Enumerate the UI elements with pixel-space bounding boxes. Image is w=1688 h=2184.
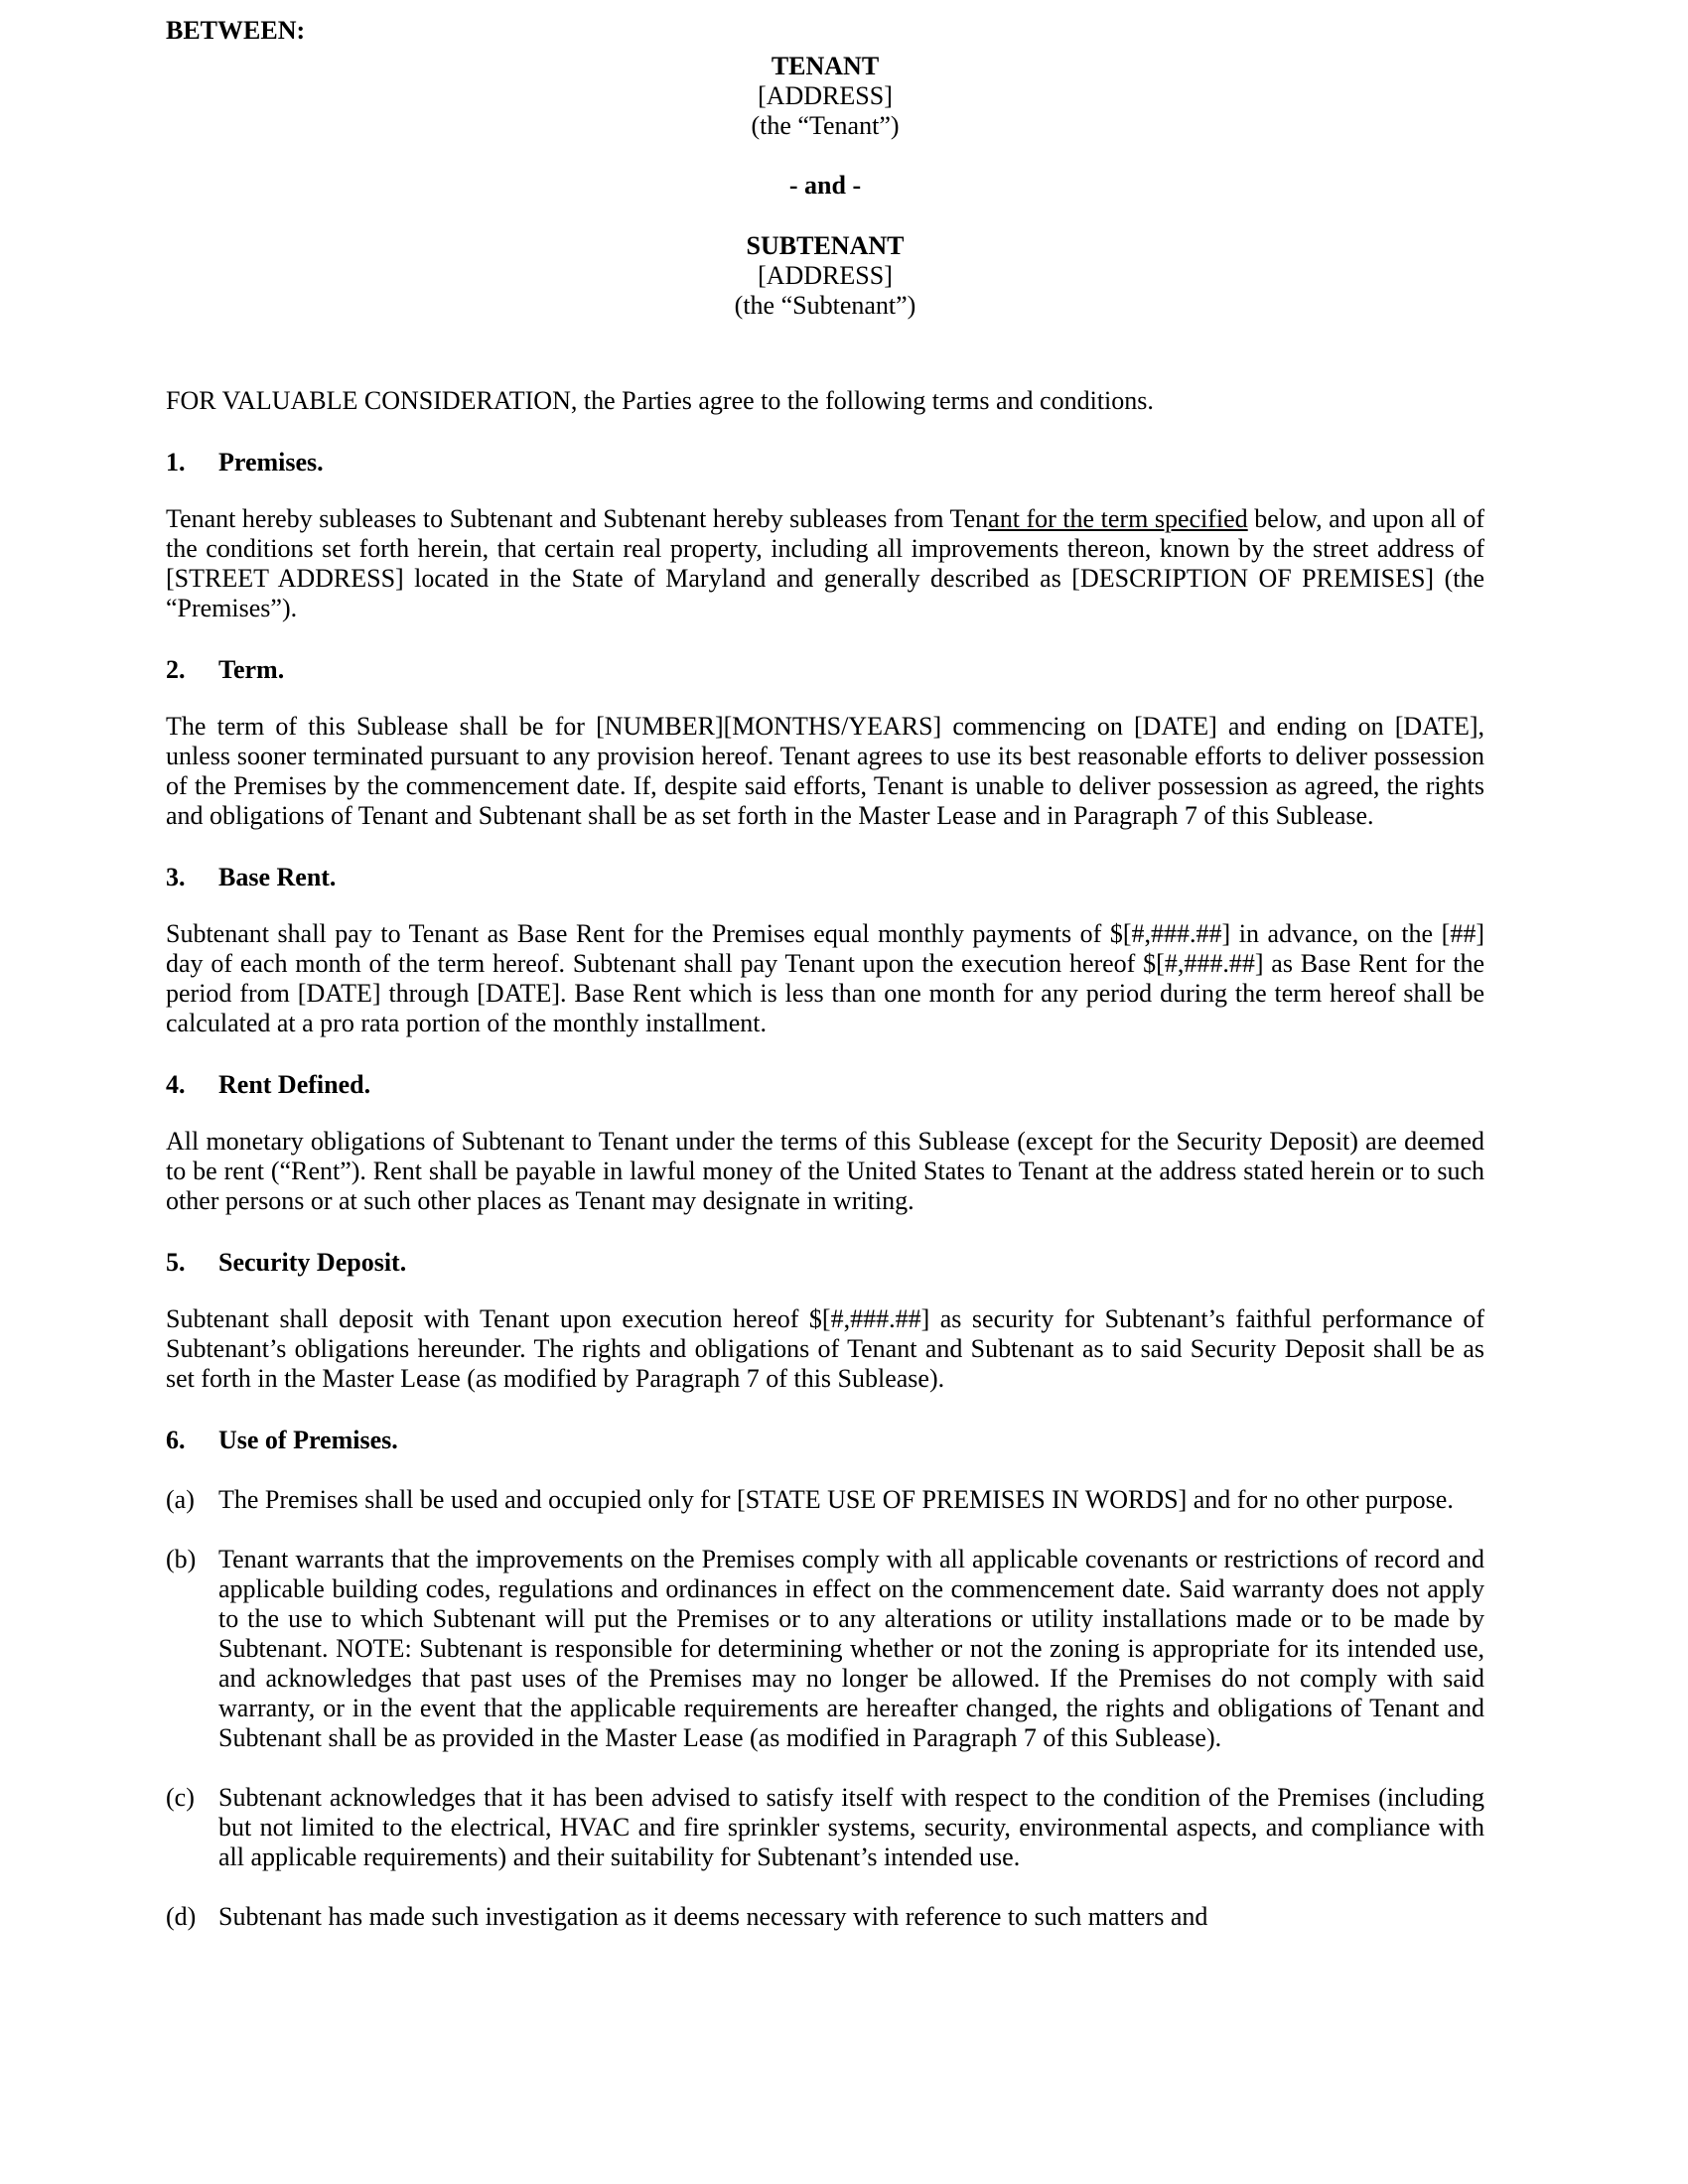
section-3-number: 3. [166, 863, 186, 891]
section-1-text-post: below, and upon all of the conditions set forth herein, that certain real property, including all improvements thereon, known by the street address of [STREET ADDRESS] located in the State of Maryland and generally described as [DESCRIPTION OF PREMISES] (the “Premises”). [166, 504, 1484, 622]
section-4-number: 4. [166, 1070, 186, 1099]
section-1-text-pre: Tenant hereby subleases to Subtenant and Subtenant hereby subleases from Ten [166, 504, 989, 533]
section-6-heading [166, 1426, 1484, 1455]
between-label: BETWEEN: [166, 16, 306, 45]
consideration-clause: FOR VALUABLE CONSIDERATION, the Parties agree to the following terms and conditions. [166, 386, 1154, 415]
subtenant-block [166, 231, 1484, 321]
section-3-title: Base Rent. [218, 863, 337, 891]
section-1-heading [166, 448, 1484, 478]
section-4-heading [166, 1070, 1484, 1100]
section-2-paragraph: The term of this Sublease shall be for [NUMBER][MONTHS/YEARS] commencing on [DATE] and ending on [DATE], unless sooner terminated pursuant to any provision hereof. Tenant agrees to use its best reasonable efforts to deliver possession of the Premises by the commencement date. If, despite said efforts, Tenant is unable to deliver possession as agreed, the rights and obligations of Tenant and Subtenant shall be as set forth in the Master Lease and in Paragraph 7 of this Sublease. [166, 712, 1484, 830]
section-5-title: Security Deposit. [218, 1248, 407, 1277]
section-6-number: 6. [166, 1426, 186, 1454]
section-1-number: 1. [166, 448, 186, 477]
section-6-item-b [166, 1545, 1484, 1753]
tenant-address: [ADDRESS] [758, 81, 893, 110]
item-a-letter: (a) [166, 1485, 195, 1514]
section-5-number: 5. [166, 1248, 186, 1277]
item-d-letter: (d) [166, 1902, 197, 1931]
section-2-title: Term. [218, 655, 285, 684]
section-3-heading [166, 863, 1484, 892]
item-c-letter: (c) [166, 1783, 195, 1812]
section-4-title: Rent Defined. [218, 1070, 371, 1099]
section-1-title: Premises. [218, 448, 324, 477]
section-4-paragraph: All monetary obligations of Subtenant to Tenant under the terms of this Sublease (except for the Security Deposit) are deemed to be rent (“Rent”). Rent shall be payable in lawful money of the United States to Tenant at the address stated herein or to such other persons or at such other places as Tenant may designate in writing. [166, 1127, 1484, 1215]
subtenant-alias: (the “Subtenant”) [734, 291, 916, 320]
section-5-heading [166, 1248, 1484, 1278]
section-6-title: Use of Premises. [218, 1426, 398, 1454]
section-1-paragraph [166, 504, 1484, 623]
item-c-text: Subtenant acknowledges that it has been advised to satisfy itself with respect to the condition of the Premises (including but not limited to the electrical, HVAC and fire sprinkler systems, security, environmental aspects, and compliance with all applicable requirements) and their suitability for Subtenant’s intended use. [218, 1783, 1484, 1871]
tenant-name: TENANT [771, 52, 880, 80]
item-b-letter: (b) [166, 1545, 197, 1573]
section-2-number: 2. [166, 655, 186, 684]
subtenant-address: [ADDRESS] [758, 261, 893, 290]
section-2-heading [166, 655, 1484, 685]
section-6-item-c [166, 1783, 1484, 1872]
subtenant-name: SUBTENANT [746, 231, 905, 260]
item-d-text: Subtenant has made such investigation as it deems necessary with reference to such matters and [218, 1902, 1208, 1931]
section-1-text-underlined: ant for the term specified [988, 504, 1248, 533]
section-5-paragraph: Subtenant shall deposit with Tenant upon execution hereof $[#,###.##] as security for Subtenant’s faithful performance of Subtenant’s obligations hereunder. The rights and obligations of Tenant and Subtenant as to said Security Deposit shall be as set forth in the Master Lease (as modified by Paragraph 7 of this Sublease). [166, 1304, 1484, 1393]
section-6-item-d [166, 1902, 1484, 1932]
section-3-paragraph: Subtenant shall pay to Tenant as Base Rent for the Premises equal monthly payments of $[#,###.##] in advance, on the [##] day of each month of the term hereof. Subtenant shall pay Tenant upon the execution hereof $[#,###.##] as Base Rent for the period from [DATE] through [DATE]. Base Rent which is less than one month for any period during the term hereof shall be calculated at a pro rata portion of the monthly installment. [166, 919, 1484, 1037]
item-a-text: The Premises shall be used and occupied only for [STATE USE OF PREMISES IN WORDS] and for no other purpose. [218, 1485, 1454, 1514]
item-b-text: Tenant warrants that the improvements on the Premises comply with all applicable covenants or restrictions of record and applicable building codes, regulations and ordinances in effect on the commencement date. Said warranty does not apply to the use to which Subtenant will put the Premises or to any alterations or utility installations made or to be made by Subtenant. NOTE: Subtenant is responsible for determining whether or not the zoning is appropriate for its intended use, and acknowledges that past uses of the Premises may no longer be allowed. If the Premises do not comply with said warranty, or in the event that the applicable requirements are hereafter changed, the rights and obligations of Tenant and Subtenant shall be as provided in the Master Lease (as modified in Paragraph 7 of this Sublease). [218, 1545, 1484, 1752]
and-separator: - and - [788, 171, 862, 200]
tenant-block [166, 52, 1484, 141]
tenant-alias: (the “Tenant”) [751, 111, 900, 140]
section-6-item-a [166, 1485, 1484, 1515]
